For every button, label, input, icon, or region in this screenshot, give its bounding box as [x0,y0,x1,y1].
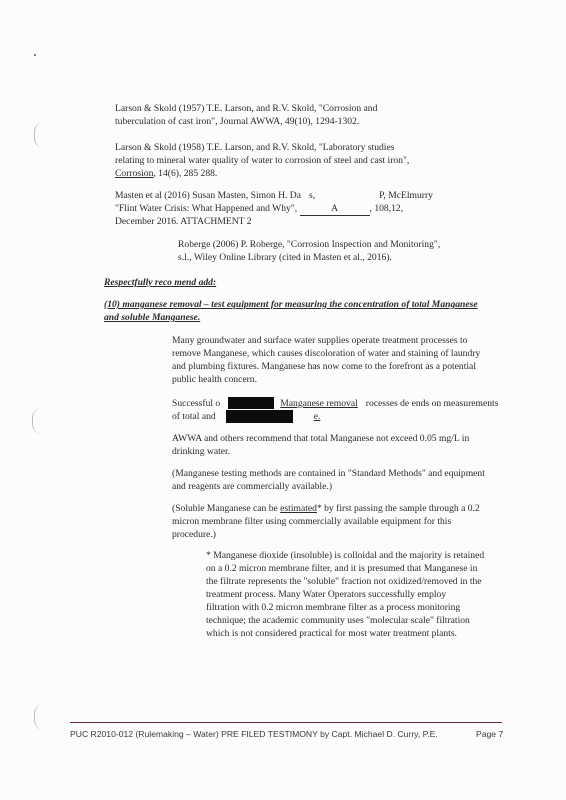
footnote-line4: treatment process. Many Water Operators successfully employ [206,589,447,600]
para2-end: rocesses de ends on measurements [365,398,499,409]
para2-start: Successful o [172,398,221,409]
footnote-line5: filtration with 0.2 micron membrane filter as a process monitoring [206,602,461,613]
para3-line2: drinking water. [172,446,231,457]
para5-line3: procedure.) [172,529,216,540]
para3-line1: AWWA and others recommend that total Manganese not exceed 0.05 mg/L in [172,433,470,444]
para1-line2: remove Manganese, which causes discoloration of water and staining of laundry [172,348,481,359]
redaction-bar-2 [226,410,293,423]
ref-masten-line1 [115,189,433,202]
ref-masten-line2 [115,202,403,216]
amend-heading: Respectfully reco mend add: [104,277,217,288]
para2-manganese-removal: Manganese removal [280,398,358,409]
footer-rule [70,722,502,723]
footer-page-number: Page 7 [476,729,504,739]
section-heading-line1: (10) manganese removal – test equipment for measuring the concentration of total Manganese [104,299,478,310]
ref-masten-volume: , 108,12, [369,203,404,214]
redaction-bar-1 [228,397,274,409]
ref-masten-line3: December 2016. ATTACHMENT 2 [115,216,252,227]
section-heading-line2: and soluble Manganese. [104,312,201,323]
para2-line2-start: of total and [172,411,216,422]
footnote-line7: which is not considered practical for most water treatment plants. [206,628,457,639]
para5-start: (Soluble Manganese can be [172,503,281,514]
footnote-line3: the filtrate represents the "soluble" fraction not oxidized/removed in the [206,576,482,587]
ref-larson-1958-line1: Larson & Skold (1958) T.E. Larson, and R.V. Skold, "Laboratory studies [115,142,395,153]
ref-larson-1958-line2: relating to mineral water quality of water to corrosion of steel and cast iron", [115,155,410,166]
para4-line1: (Manganese testing methods are contained in "Standard Methods" and equipment [172,468,485,479]
ref-masten-journal-blank: A [300,202,370,216]
ref-masten-authors: Masten et al (2016) Susan Masten, Simon H. Da [115,190,301,201]
para5-end: * by first passing the sample through a 0.2 [316,503,480,514]
footnote-line2: on a 0.2 micron membrane filter, and it is presumed that Manganese in [206,563,478,574]
binder-hole-bottom [34,704,45,730]
para5-line1 [172,502,480,515]
para2-line2-end: e. [313,411,321,422]
ref-roberge-line2: s.l., Wiley Online Library (cited in Masten et al., 2016). [178,252,392,263]
para1-line4: public health concern. [172,374,257,385]
binder-hole-top [34,122,45,148]
scan-speck [34,54,36,56]
ref-masten-authors-end: P, McElmurry [379,190,433,201]
para4-line2: and reagents are commercially available.) [172,481,333,492]
footer-left-text: PUC R2010-012 (Rulemaking – Water) PRE FILED TESTIMONY by Capt. Michael D. Curry, P.E. [70,729,438,739]
ref-larson-1958-line3 [115,167,217,180]
footnote-line1: * Manganese dioxide (insoluble) is colloidal and the majority is retained [206,550,485,561]
para1-line1: Many groundwater and surface water supplies operate treatment processes to [172,335,468,346]
ref-masten-fragment: s, [309,190,316,201]
ref-larson-1957-line2: tuberculation of cast iron", Journal AWWA, 49(10), 1294-1302. [115,116,360,127]
ref-larson-1957-line1: Larson & Skold (1957) T.E. Larson, and R.V. Skold, "Corrosion and [115,103,378,114]
ref-masten-title: "Flint Water Crisis: What Happened and Why", [115,203,298,214]
ref-roberge-line1: Roberge (2006) P. Roberge, "Corrosion Inspection and Monitoring", [178,239,441,250]
para5-estimated: estimated [280,503,317,514]
para1-line3: and plumbing fixtures. Manganese has now come to the forefront as a potential [172,361,476,372]
journal-corrosion: Corrosion [115,168,154,179]
footnote-line6: technique; the academic community uses "molecular scale" filtration [206,615,470,626]
binder-hole-middle [32,408,43,434]
para2-line1 [172,397,498,410]
ref-larson-1958-pages: , 14(6), 285 288. [153,168,218,179]
para5-line2: micron membrane filter using commercially available equipment for this [172,516,452,527]
